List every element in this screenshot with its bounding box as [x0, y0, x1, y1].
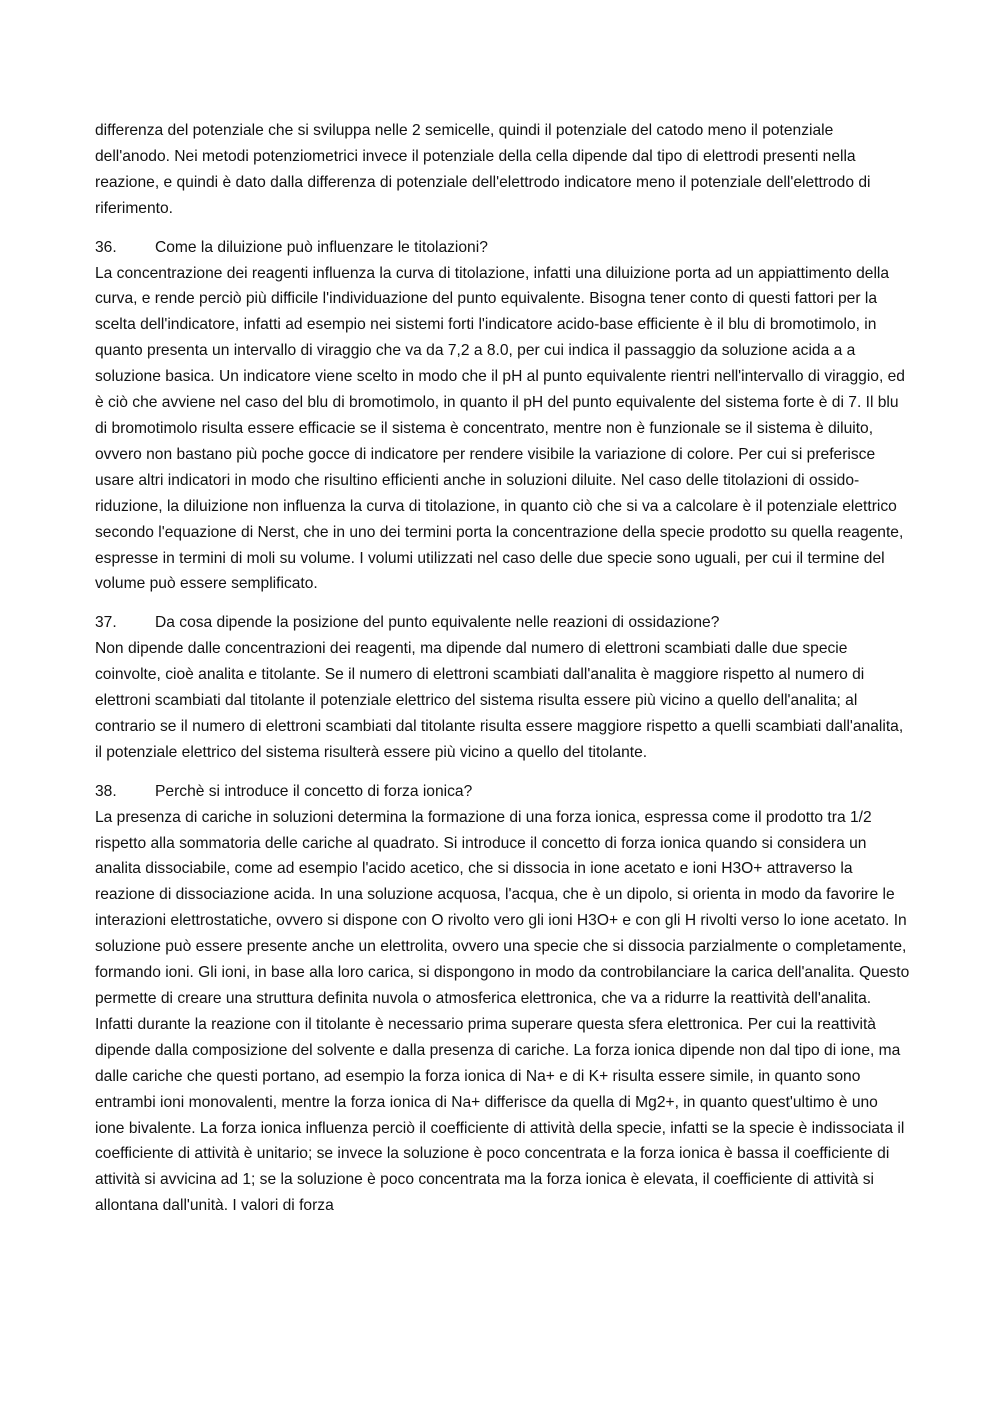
question-number: 37. — [95, 614, 117, 632]
document-page — [95, 118, 910, 1232]
question-text: Come la diluizione può influenzare le titolazioni? — [155, 238, 488, 256]
answer-paragraph: Non dipende dalle concentrazioni dei reagenti, ma dipende dal numero di elettroni scambiati dalle due specie coinvolte, cioè analita e titolante. Se il numero di elettroni scambiati dall'analita è maggiore rispetto al numero di elettroni scambiati dal titolante il potenziale elettrico del sistema risulta essere più vicino a quello dell'analita; al contrario se il numero di elettroni scambiati dal titolante risulta essere maggiore rispetto a quelli scambiati dall'analita, il potenziale elettrico del sistema risulterà essere più vicino a quello del titolante. — [95, 640, 904, 761]
question-heading — [95, 779, 910, 805]
question-section-36 — [95, 235, 910, 598]
answer-paragraph: La presenza di cariche in soluzioni determina la formazione di una forza ionica, espressa come il prodotto tra 1/2 rispetto alla sommatoria delle cariche al quadrato. Si introduce il concetto di forza ionica quando si considera un analita dissociabile, come ad esempio l'acido acetico, che si dissocia in ione acetato e ioni H3O+ attraverso la reazione di dissociazione acida. In una soluzione acquosa, l'acqua, che è un dipolo, si orienta in modo da favorire le interazioni elettrostatiche, ovvero si dispone con O rivolto vero gli ioni H3O+ e con gli H rivolti verso lo ione acetato. In soluzione può essere presente anche un elettrolita, ovvero una specie che si dissocia parzialmente o completamente, formando ioni. Gli ioni, in base alla loro carica, si dispongono in modo da controbilanciare la carica dell'analita. Questo permette di creare una struttura definita nuvola o atmosferica elettronica, che va a ridurre la reattività dell'analita. Infatti durante la reazione con il titolante è necessario prima superare questa sfera elettronica. Per cui la reattività dipende dalla composizione del solvente e dalla presenza di cariche. La forza ionica dipende non dal tipo di ione, ma dalle cariche che questi portano, ad esempio la forza ionica di Na+ e di K+ risulta essere simile, in quanto sono entrambi ioni monovalenti, mentre la forza ionica di Na+ differisce da quella di Mg2+, in quanto quest'ultimo è uno ione bivalente. La forza ionica influenza perciò il coefficiente di attività della specie, infatti se la specie è indissociata il coefficiente di attività è unitario; se invece la soluzione è poco concentrata e la forza ionica è bassa il coefficiente di attività si avvicina ad 1; se la soluzione è poco concentrata ma la forza ionica è elevata, il coefficiente di attività si allontana dall'unità. I valori di forza — [95, 808, 910, 1215]
question-number: 38. — [95, 782, 117, 800]
question-text: Da cosa dipende la posizione del punto equivalente nelle reazioni di ossidazione? — [155, 614, 720, 632]
answer-paragraph: La concentrazione dei reagenti influenza la curva di titolazione, infatti una diluizione porta ad un appiattimento della curva, e rende perciò più difficile l'individuazione del punto equivalente. Bisogna tener conto di questi fattori per la scelta dell'indicatore, infatti ad esempio nei sistemi forti l'indicatore acido-base efficiente è il blu di bromotimolo, in quanto presenta un intervallo di viraggio che va da 7,2 a 8.0, per cui indica il passaggio da soluzione acida a a soluzione basica. Un indicatore viene scelto in modo che il pH al punto equivalente rientri nell'intervallo di viraggio, ed è ciò che avviene nel caso del blu di bromotimolo, in quanto il pH del punto equivalente del sistema forte è di 7. Il blu di bromotimolo risulta essere efficacie se il sistema è concentrato, mentre non è funzionale se il sistema è diluito, ovvero non bastano più poche gocce di indicatore per rendere visibile la variazione di colore. Per cui si preferisce usare altri indicatori in modo che risultino efficienti anche in soluzioni diluite. Nel caso delle titolazioni di ossido-riduzione, la diluizione non influenza la curva di titolazione, in quanto ciò che si va a calcolare è il potenziale elettrico secondo l'equazione di Nerst, che in uno dei termini porta la concentrazione della specie prodotto su quella reagente, espresse in termini di moli su volume. I volumi utilizzati nel caso delle due specie sono uguali, per cui il termine del volume può essere semplificato. — [95, 264, 905, 593]
question-heading — [95, 235, 910, 261]
intro-paragraph: differenza del potenziale che si sviluppa nelle 2 semicelle, quindi il potenziale del catodo meno il potenziale dell'anodo. Nei metodi potenziometrici invece il potenziale della cella dipende dal tipo di elettrodi presenti nella reazione, e quindi è dato dalla differenza di potenziale dell'elettrodo indicatore meno il potenziale dell'elettrodo di riferimento. — [95, 122, 871, 217]
question-number: 36. — [95, 238, 117, 256]
question-section-37 — [95, 610, 910, 765]
question-heading — [95, 610, 910, 636]
question-section-38 — [95, 779, 910, 1219]
question-text: Perchè si introduce il concetto di forza ionica? — [155, 782, 473, 800]
